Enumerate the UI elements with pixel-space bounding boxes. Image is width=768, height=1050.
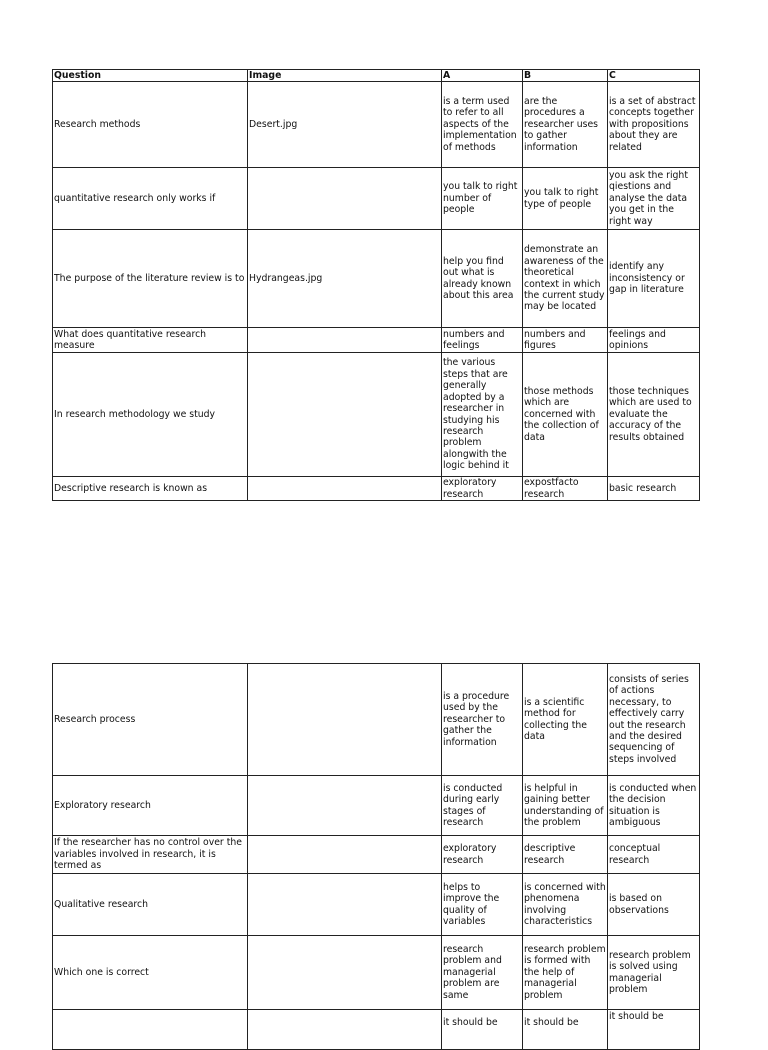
question-cell: The purpose of the literature review is to xyxy=(53,230,248,328)
option-a-cell: is conducted during early stages of research xyxy=(442,776,523,836)
image-cell xyxy=(248,836,442,874)
option-a-cell: the various steps that are generally adopted by a researcher in studying his research problem alongwith the logic behind it xyxy=(442,353,523,477)
image-cell: Desert.jpg xyxy=(248,82,442,168)
option-a-cell: it should be xyxy=(442,1010,523,1050)
header-row xyxy=(53,70,700,82)
image-cell: Hydrangeas.jpg xyxy=(248,230,442,328)
table-row xyxy=(53,477,700,501)
question-cell: Exploratory research xyxy=(53,776,248,836)
table-row xyxy=(53,168,700,230)
table-row xyxy=(53,836,700,874)
option-c-cell: you ask the right qiestions and analyse the data you get in the right way xyxy=(608,168,700,230)
option-b-cell: research problem is formed with the help of managerial problem xyxy=(523,936,608,1010)
option-b-cell: demonstrate an awareness of the theoretical context in which the current study may be located xyxy=(523,230,608,328)
question-cell: Qualitative research xyxy=(53,874,248,936)
question-table-2 xyxy=(52,663,700,1050)
option-a-cell: help you find out what is already known about this area xyxy=(442,230,523,328)
table-row xyxy=(53,230,700,328)
image-cell xyxy=(248,477,442,501)
header-c: C xyxy=(608,70,700,82)
option-a-cell: research problem and managerial problem are same xyxy=(442,936,523,1010)
question-cell: In research methodology we study xyxy=(53,353,248,477)
question-cell: quantitative research only works if xyxy=(53,168,248,230)
table-row xyxy=(53,353,700,477)
header-b: B xyxy=(523,70,608,82)
table-row xyxy=(53,328,700,353)
option-a-cell: is a term used to refer to all aspects of the implementation of methods xyxy=(442,82,523,168)
option-b-cell: you talk to right type of people xyxy=(523,168,608,230)
option-a-cell: is a procedure used by the researcher to gather the information xyxy=(442,664,523,776)
question-cell: Research methods xyxy=(53,82,248,168)
option-c-cell: identify any inconsistency or gap in literature xyxy=(608,230,700,328)
question-cell: If the researcher has no control over the variables involved in research, it is termed as xyxy=(53,836,248,874)
header-image: Image xyxy=(248,70,442,82)
header-question: Question xyxy=(53,70,248,82)
table-row xyxy=(53,1010,700,1050)
table-row xyxy=(53,776,700,836)
option-c-cell: it should be xyxy=(608,1010,700,1050)
question-cell: Which one is correct xyxy=(53,936,248,1010)
question-cell: Descriptive research is known as xyxy=(53,477,248,501)
option-c-cell: is based on observations xyxy=(608,874,700,936)
image-cell xyxy=(248,664,442,776)
option-b-cell: is concerned with phenomena involving characteristics xyxy=(523,874,608,936)
question-cell xyxy=(53,1010,248,1050)
option-b-cell: expostfacto research xyxy=(523,477,608,501)
image-cell xyxy=(248,936,442,1010)
image-cell xyxy=(248,328,442,353)
option-a-cell: exploratory research xyxy=(442,836,523,874)
option-b-cell: those methods which are concerned with the collection of data xyxy=(523,353,608,477)
option-b-cell: it should be xyxy=(523,1010,608,1050)
image-cell xyxy=(248,168,442,230)
option-b-cell: is a scientific method for collecting the data xyxy=(523,664,608,776)
image-cell xyxy=(248,1010,442,1050)
table-row xyxy=(53,82,700,168)
option-c-cell: feelings and opinions xyxy=(608,328,700,353)
option-c-cell: research problem is solved using managerial problem xyxy=(608,936,700,1010)
table-row xyxy=(53,936,700,1010)
option-c-cell: basic research xyxy=(608,477,700,501)
header-a: A xyxy=(442,70,523,82)
option-c-cell: conceptual research xyxy=(608,836,700,874)
image-cell xyxy=(248,874,442,936)
option-b-cell: numbers and figures xyxy=(523,328,608,353)
option-c-cell: is a set of abstract concepts together with propositions about they are related xyxy=(608,82,700,168)
question-table-1 xyxy=(52,69,700,501)
option-c-cell: is conducted when the decision situation is ambiguous xyxy=(608,776,700,836)
option-a-cell: you talk to right number of people xyxy=(442,168,523,230)
option-a-cell: exploratory research xyxy=(442,477,523,501)
table-row xyxy=(53,664,700,776)
option-c-cell: consists of series of actions necessary, to effectively carry out the research and the desired sequencing of steps involved xyxy=(608,664,700,776)
table-row xyxy=(53,874,700,936)
option-a-cell: numbers and feelings xyxy=(442,328,523,353)
question-cell: Research process xyxy=(53,664,248,776)
option-c-cell: those techniques which are used to evaluate the accuracy of the results obtained xyxy=(608,353,700,477)
option-b-cell: descriptive research xyxy=(523,836,608,874)
question-cell: What does quantitative research measure xyxy=(53,328,248,353)
image-cell xyxy=(248,353,442,477)
option-a-cell: helps to improve the quality of variables xyxy=(442,874,523,936)
option-b-cell: is helpful in gaining better understanding of the problem xyxy=(523,776,608,836)
image-cell xyxy=(248,776,442,836)
option-b-cell: are the procedures a researcher uses to gather information xyxy=(523,82,608,168)
